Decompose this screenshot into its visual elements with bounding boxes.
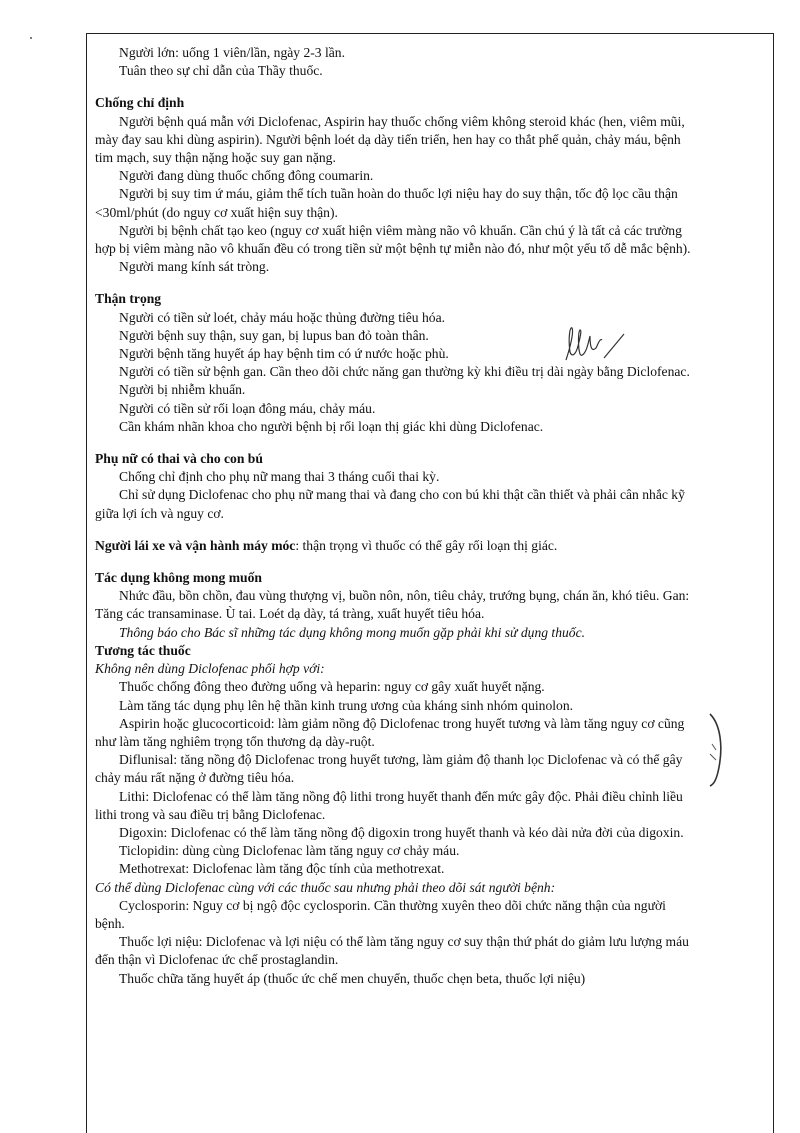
list-item: Diflunisal: tăng nồng độ Diclofenac trong huyết tương, làm giảm độ thanh lọc Diclofenac và có thể gây chảy máu rất nặng ở đường tiêu hóa. xyxy=(95,752,683,786)
list-item: Người bị nhiễm khuẩn. xyxy=(119,382,246,398)
list-item: Aspirin hoặc glucocorticoid: làm giảm nồng độ Diclofenac trong huyết tương và làm tăng nguy cơ cũng như làm tăng nghiêm trọng tổn thương dạ dày-ruột. xyxy=(95,715,685,749)
list-item: Người bệnh suy thận, suy gan, bị lupus ban đỏ toàn thân. xyxy=(119,327,429,343)
section-title-driving: Người lái xe và vận hành máy móc xyxy=(95,537,296,553)
leaflet-content xyxy=(95,44,695,988)
list-item: Thuốc chống đông theo đường uống và heparin: nguy cơ gây xuất huyết nặng. xyxy=(119,679,545,695)
scan-speck xyxy=(30,37,32,39)
list-item: Chống chỉ định cho phụ nữ mang thai 3 tháng cuối thai kỳ. xyxy=(119,469,440,485)
list-item: Thuốc lợi niệu: Diclofenac và lợi niệu có thể làm tăng nguy cơ suy thận thứ phát do giảm lưu lượng máu đến thận vì Diclofenac ức chế prostaglandin. xyxy=(95,934,689,968)
list-item: Người bệnh quá mẫn với Diclofenac, Aspirin hay thuốc chống viêm không steroid khác (hen, viêm mũi, mày đay sau khi dùng aspirin). Người bệnh loét dạ dày tiến triển, hen hay co thắt phế quản, chảy máu, bệnh tim mạch, suy thận nặng hoặc suy gan nặng. xyxy=(95,113,685,166)
list-item: Methotrexat: Diclofenac làm tăng độc tính của methotrexat. xyxy=(119,861,445,877)
section-title-pregnancy: Phụ nữ có thai và cho con bú xyxy=(95,451,263,467)
list-item: Lithi: Diclofenac có thể làm tăng nồng độ lithi trong huyết thanh đến mức gây độc. Phải điều chỉnh liều lithi trong và sau điều trị bằng Diclofenac. xyxy=(95,788,683,822)
side-effects-note: Thông báo cho Bác sĩ những tác dụng không mong muốn gặp phải khi sử dụng thuốc. xyxy=(119,624,586,640)
side-effects-text: Nhức đầu, bồn chồn, đau vùng thượng vị, buồn nôn, nôn, tiêu chảy, trướng bụng, chán ăn, khó tiêu. Gan: Tăng các transaminase. Ù tai. Loét dạ dày, tá tràng, xuất huyết tiêu hóa. xyxy=(95,588,690,622)
section-title-side-effects: Tác dụng không mong muốn xyxy=(95,570,262,586)
list-item: Người có tiền sử rối loạn đông máu, chảy máu. xyxy=(119,400,376,416)
driving-text: : thận trọng vì thuốc có thể gây rối loạn thị giác. xyxy=(295,537,558,553)
section-title-precautions: Thận trọng xyxy=(95,291,162,307)
interactions-avoid-intro: Không nên dùng Diclofenac phối hợp với: xyxy=(95,661,325,677)
list-item: Người bị suy tim ứ máu, giảm thể tích tuần hoàn do thuốc lợi niệu hay do suy thận, tốc độ lọc cầu thận <30ml/phút (do nguy cơ xuất hiện suy thận). xyxy=(95,186,678,220)
list-item: Người có tiền sử loét, chảy máu hoặc thủng đường tiêu hóa. xyxy=(119,309,446,325)
list-item: Làm tăng tác dụng phụ lên hệ thần kinh trung ương của kháng sinh nhóm quinolon. xyxy=(119,697,574,713)
dosage-adult: Người lớn: uống 1 viên/lần, ngày 2-3 lần. xyxy=(119,45,345,60)
list-item: Chỉ sử dụng Diclofenac cho phụ nữ mang thai và đang cho con bú khi thật cần thiết và phải cân nhắc kỹ giữa lợi ích và nguy cơ. xyxy=(95,487,685,521)
handwritten-bracket xyxy=(700,710,730,790)
list-item: Người đang dùng thuốc chống đông coumarin. xyxy=(119,168,374,184)
dosage-follow: Tuân theo sự chỉ dẫn của Thầy thuốc. xyxy=(119,63,323,79)
list-item: Cần khám nhãn khoa cho người bệnh bị rối loạn thị giác khi dùng Diclofenac. xyxy=(119,418,544,434)
list-item: Thuốc chữa tăng huyết áp (thuốc ức chế men chuyển, thuốc chẹn beta, thuốc lợi niệu) xyxy=(119,970,586,986)
section-title-contraindications: Chống chỉ định xyxy=(95,95,185,111)
list-item: Người có tiền sử bệnh gan. Cần theo dõi chức năng gan thường kỳ khi điều trị dài ngày bằng Diclofenac. xyxy=(119,364,690,380)
list-item: Người bệnh tăng huyết áp hay bệnh tim có ứ nước hoặc phù. xyxy=(119,346,449,362)
list-item: Digoxin: Diclofenac có thể làm tăng nồng độ digoxin trong huyết thanh và kéo dài nửa đời của digoxin. xyxy=(119,824,684,840)
interactions-monitor-intro: Có thể dùng Diclofenac cùng với các thuốc sau nhưng phải theo dõi sát người bệnh: xyxy=(95,879,556,895)
section-title-interactions: Tương tác thuốc xyxy=(95,642,191,658)
list-item: Cyclosporin: Nguy cơ bị ngộ độc cyclosporin. Cần thường xuyên theo dõi chức năng thận của người bệnh. xyxy=(95,897,666,931)
list-item: Ticlopidin: dùng cùng Diclofenac làm tăng nguy cơ chảy máu. xyxy=(119,843,460,859)
driving-paragraph xyxy=(95,537,695,555)
list-item: Người mang kính sát tròng. xyxy=(119,259,270,275)
list-item: Người bị bệnh chất tạo keo (nguy cơ xuất hiện viêm màng não vô khuẩn. Cần chú ý là tất cả các trường hợp bị viêm màng não vô khuẩn đều có trong tiền sử một bệnh tự miễn nào đó, như một yếu tố dễ mắc bệnh). xyxy=(95,222,691,257)
